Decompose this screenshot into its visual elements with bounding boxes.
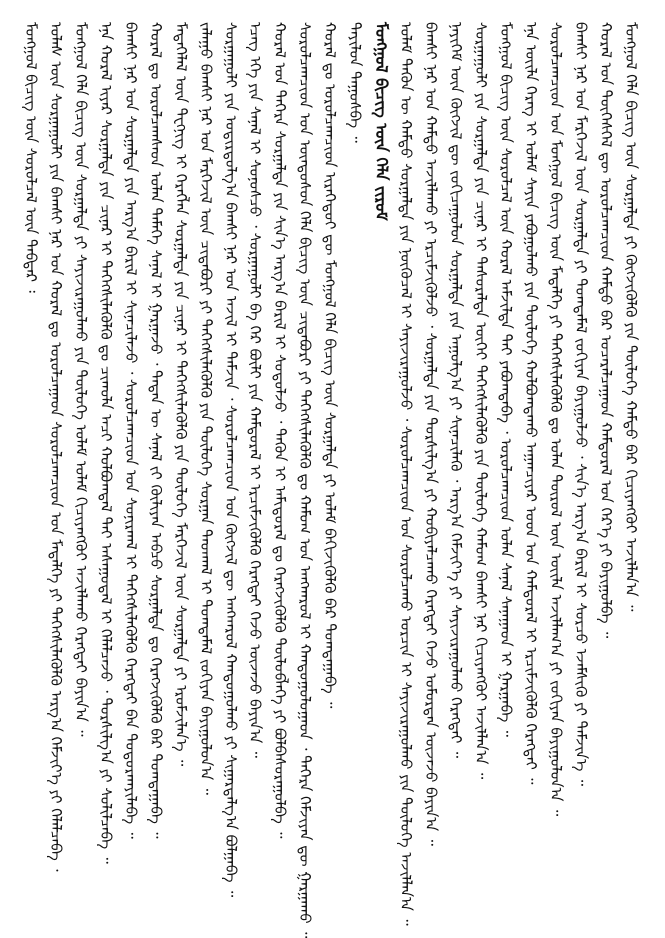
text-column: ᠰᠤᠷᠭᠠᠭᠤᠯᠢ ᠶᠢᠨ ᠤᠳᠢᠷᠳᠤᠯᠭ᠎ᠠ ᠪᠠᠭᠰᠢ ᠨᠠᠷ ᠤᠨ ᠠᠵᠢᠯ ᠢ ᠳᠡᠮᠵᠢᠨ ᠂ ᠰᠤᠷᠤᠯᠴᠠᠭᠴᠢᠳ ᠤᠨ ᠬᠥᠭᠵᠢᠯ ᠳᠦ ᠠᠩᠬᠠᠷᠤᠯ ᠬᠠᠨᠳᠤᠭᠤᠯᠬᠤ ᠶᠢ ᠰᠢᠭᠠᠷᠳᠠᠯᠭ᠎ᠠ ᠪᠣᠯᠭᠠᠪᠠ ᠃ — [222, 22, 240, 898]
text-column: ᠬᠤᠷᠠᠯ ᠤᠨ ᠲᠥᠭᠡᠰᠬᠡᠯ ᠳᠦ ᠣᠷᠤᠯᠴᠠᠭᠴᠢᠳ ᠬᠠᠮᠲᠤ ᠪᠡᠷ ᠤᠴᠠᠷᠠᠯᠴᠠᠭᠠᠳ ᠬᠠᠮᠲᠤᠷᠠᠯ ᠤᠨ ᠭᠡᠷ᠎ᠡ ᠶᠢ ᠪᠠᠶᠢᠭᠤᠯᠪᠠ ᠃ — [597, 22, 615, 639]
text-column: ᠪᠠᠭᠰᠢ ᠨᠠᠷ ᠤᠨ ᠬᠠᠮᠲᠤ ᠠᠵᠢᠯᠯᠠᠬᠤ ᠶᠢ ᠡᠷᠴᠢᠮᠵᠢᠭᠦᠯᠵᠦ ᠂ ᠰᠤᠷᠭᠠᠯᠲᠠ ᠶᠢᠨ ᠲᠤᠷᠰᠢᠯᠭ᠎ᠠ ᠶᠢ ᠬᠤᠪᠢᠶᠠᠯᠴᠠᠬᠤ ᠬᠡᠷᠡᠭᠲᠡᠢ ᠭᠡᠵᠦ ᠤᠮᠤᠷᠳᠠᠨ ᠦᠵᠡᠵᠦ ᠪᠠᠶᠢᠨ᠎ᠠ ᠃ — [422, 22, 440, 846]
text-column: ᠮᠣᠩᠭᠣᠯ ᠪᠢᠴᠢᠭ᠌ ᠦᠨ ᠰᠤᠷᠤᠯᠴᠠᠯ ᠦᠨ ᠳᠡᠪᠲᠡᠷ ᠄ — [22, 22, 40, 293]
text-column: ᠰᠤᠷᠤᠯᠴᠠᠭᠴᠢᠳ ᠤᠨ ᠦᠨᠳᠦᠰᠦᠨ ᠬᠡᠯᠡ ᠪᠢᠴᠢᠭ᠌ ᠦᠨ ᠴᠢᠳᠠᠪᠤᠷᠢ ᠶᠢ ᠳᠡᠭᠡᠭᠰᠢᠯᠡᠭᠦᠯᠬᠦ ᠳᠤ ᠬᠠᠮᠤᠭ ᠤᠨ ᠠᠨᠭᠬᠠᠷᠤᠯ ᠢ ᠬᠠᠨᠳᠤᠭᠤᠯᠤᠭᠠᠳ ᠂ ᠳᠡᠭᠡᠷᠡ ᠬᠡᠮᠵᠢᠶᠡᠨ ᠳᠦ ᠭᠠᠷᠭᠠᠬᠤ ᠃ — [296, 22, 314, 938]
text-column: ᠪᠠᠭᠰᠢ ᠨᠠᠷ ᠤᠨ ᠮᠡᠷᠭᠡᠵᠢᠯ ᠦᠨ ᠰᠤᠷᠭᠠᠯᠲᠠ ᠶᠢ ᠲᠣᠭᠲᠠᠮᠠᠯ ᠵᠣᠬᠢᠶᠠᠨ ᠪᠠᠶᠢᠭᠤᠯᠵᠤ ᠂ ᠰᠢᠨ᠎ᠡ ᠠᠷᠭ᠎ᠠ ᠪᠠᠷᠢᠯ ᠢ ᠰᠤᠷᠴᠤ ᠡᠵᠡᠮᠰᠢᠬᠦ ᠶᠢ ᠳᠡᠮᠵᠢᠨ᠎ᠡ ᠃ — [572, 22, 590, 787]
text-column: ᠮᠣᠩᠭᠣᠯ ᠬᠡᠯᠡ ᠪᠢᠴᠢᠭ᠌ ᠦᠨ ᠰᠤᠷᠭᠠᠯᠲᠠ ᠶᠢ ᠬᠥᠭᠵᠢᠭᠦᠯᠬᠦ ᠶᠢᠨ ᠲᠥᠯᠦᠭᠡ ᠬᠠᠮᠲᠤ ᠪᠡᠷ ᠬᠢᠴᠢᠶᠡᠩᠭᠦᠢ ᠠᠵᠢᠯᠯᠠᠨ᠎ᠠ ᠃ — [622, 22, 640, 612]
text-column: ᠵᠠᠯᠠᠭᠤ ᠪᠠᠭᠰᠢ ᠨᠠᠷ ᠤᠨ ᠮᠡᠷᠭᠡᠵᠢᠯ ᠦᠨ ᠴᠢᠳᠠᠪᠤᠷᠢ ᠶᠢ ᠳᠡᠭᠡᠭᠰᠢᠯᠡᠭᠦᠯᠬᠦ ᠶᠢᠨ ᠲᠥᠯᠦᠭᠡ ᠰᠤᠷᠭᠠᠨ ᠳᠠᠳᠬᠠᠯ ᠢ ᠲᠣᠭᠲᠠᠮᠠᠯ ᠵᠣᠬᠢᠶᠠᠨ ᠪᠠᠶᠢᠭᠤᠯᠤᠨ᠎ᠠ ᠃ — [197, 22, 215, 795]
text-column: ᠬᠤᠷᠠᠯ ᠤᠨ ᠳᠡᠭᠡᠷᠡ ᠰᠤᠷᠭᠠᠯᠲᠠ ᠶᠢᠨ ᠰᠢᠨ᠎ᠡ ᠠᠷᠭ᠎ᠠ ᠪᠠᠷᠢᠯ ᠢ ᠰᠤᠳᠤᠯᠵᠤ ᠂ ᠲᠡᠭᠦᠨ ᠢ ᠠᠮᠢᠳᠤᠷᠠᠯ ᠳᠤ ᠬᠡᠷᠡᠭᠵᠢᠭᠦᠯᠬᠦ ᠲᠥᠯᠦᠪᠯᠡᠭᠡ ᠶᠢ ᠪᠣᠯᠪᠠᠰᠤᠷᠠᠭᠤᠯᠪᠠ ᠃ — [271, 22, 289, 839]
text-column: ᠮᠡᠳᠡᠭᠡᠯᠡᠯ ᠦᠨ ᠲᠧᠬᠨᠢᠭ ᠢ ᠬᠡᠷᠡᠭᠯᠡᠨ ᠰᠤᠷᠭᠠᠯᠲᠠ ᠶᠢᠨ ᠴᠢᠨᠠᠷ ᠢ ᠳᠡᠭᠡᠭᠰᠢᠯᠡᠭᠦᠯᠬᠦ ᠶᠢᠨ ᠲᠥᠯᠦᠭᠡ ᠮᠡᠷᠭᠡᠵᠢᠯ ᠦᠨ ᠰᠤᠷᠭᠠᠯᠲᠠ ᠶᠢ ᠡᠷᠦᠮᠵᠢᠯᠡᠨ᠎ᠡ ᠃ — [172, 22, 190, 767]
text-column: ᠬᠤᠷᠠᠯ ᠳᠤ ᠣᠷᠤᠯᠴᠠᠭᠴᠢᠳ ᠢᠷᠡᠭᠡᠳᠦᠢ ᠳᠦ ᠮᠣᠩᠭᠣᠯ ᠬᠡᠯᠡ ᠪᠢᠴᠢᠭ᠌ ᠦᠨ ᠰᠤᠷᠭᠠᠯᠲᠠ ᠶᠢ ᠤᠯᠠᠮ ᠪᠡᠬᠢᠵᠢᠭᠦᠯᠬᠦ ᠪᠠᠷ ᠲᠣᠭᠲᠠᠭᠠᠪᠠ ᠃ — [321, 22, 339, 709]
text-column: ᠪᠠᠭᠰᠢ ᠨᠠᠷ ᠤᠨ ᠰᠤᠷᠭᠠᠯᠲᠠ ᠶᠢᠨ ᠠᠷᠭ᠎ᠠ ᠪᠠᠷᠢᠯ ᠢ ᠰᠢᠨᠡᠴᠢᠯᠡᠵᠦ ᠂ ᠰᠤᠷᠤᠯᠴᠠᠭᠴᠢᠳ ᠤᠨ ᠰᠣᠨᠢᠷᠬᠠᠯ ᠢ ᠳᠡᠭᠡᠭᠰᠢᠯᠡᠭᠦᠯᠬᠦ ᠬᠡᠷᠡᠭᠲᠡᠢ ᠪᠡᠨ ᠲᠣᠳᠣᠷᠬᠠᠶᠢᠯᠠᠪᠠ ᠃ — [122, 22, 140, 839]
text-column: ᠮᠣᠩᠭᠣᠯ ᠬᠡᠯᠡ ᠪᠢᠴᠢᠭ᠌ ᠦᠨ ᠰᠤᠷᠭᠠᠯᠲᠠ ᠶᠢ ᠰᠠᠶᠢᠵᠢᠷᠠᠭᠤᠯᠬᠤ ᠶᠢᠨ ᠲᠥᠯᠦᠭᠡ ᠤᠯᠠᠮ ᠤᠯᠠᠮ ᠬᠢᠴᠢᠶᠡᠩᠭᠦᠢ ᠠᠵᠢᠯᠯᠠᠬᠤ ᠬᠡᠷᠡᠭᠲᠡᠢ ᠪᠠᠶᠢᠨ᠎ᠠ ᠃ — [72, 22, 90, 737]
text-column: ᠤᠯᠠᠮ ᠲᠡᠭᠦᠨ ᠦ ᠬᠠᠮᠲᠤ ᠰᠤᠷᠭᠠᠯᠲᠠ ᠶᠢᠨ ᠨᠥᠬᠦᠴᠡᠯ ᠢ ᠰᠠᠶᠢᠵᠢᠷᠠᠭᠤᠯᠵᠤ ᠂ ᠰᠤᠷᠤᠯᠴᠠᠭᠴᠢᠳ ᠤᠨ ᠰᠤᠷᠤᠯᠴᠠᠬᠤ ᠣᠷᠴᠢᠨ ᠢ ᠰᠠᠶᠢᠵᠢᠷᠠᠭᠤᠯᠬᠤ ᠶᠢᠨ ᠲᠥᠯᠦᠭᠡ ᠠᠵᠢᠯᠯᠠᠨ᠎ᠠ ᠃ — [397, 22, 415, 926]
text-column: ᠡᠨᠡ ᠦᠢᠯᠡ ᠬᠡᠷᠡᠭ ᠢ ᠤᠯᠠᠮ ᠰᠠᠶᠢᠨ ᠶᠠᠪᠤᠭᠤᠯᠬᠤ ᠶᠢᠨ ᠲᠥᠯᠦᠭᠡ ᠬᠣᠯᠪᠣᠭᠳᠠᠬᠤ ᠠᠭᠠᠨᠴᠢᠶᠠᠷ ᠤᠳ ᠤᠨ ᠬᠠᠮᠲᠤᠷᠠᠯ ᠢ ᠡᠷᠴᠢᠮᠵᠢᠭᠦᠯᠬᠦ ᠬᠡᠷᠡᠭᠲᠡᠢ ᠃ — [522, 22, 540, 785]
text-column: ᠡᠨᠡ ᠬᠤᠷᠠᠯ ᠢᠶᠠᠷ ᠰᠤᠷᠭᠠᠯᠲᠠ ᠶᠢᠨ ᠴᠢᠨᠠᠷ ᠢ ᠳᠡᠭᠡᠭᠰᠢᠯᠡᠭᠦᠯᠬᠦ ᠳᠤ ᠴᠢᠬᠤᠯᠠ ᠠᠴᠢ ᠬᠣᠯᠪᠣᠭᠳᠠᠯ ᠲᠠᠢ ᠠᠰᠠᠭᠤᠳᠠᠯ ᠢ ᠬᠡᠯᠡᠯᠴᠡᠵᠦ ᠂ ᠲᠤᠷᠰᠢᠯᠭ᠎ᠠ ᠶᠢ ᠰᠣᠯᠢᠯᠴᠠᠪᠠ ᠃ — [97, 22, 115, 864]
text-column: ᠬᠤᠷᠠᠯ ᠳᠤ ᠣᠷᠤᠯᠴᠠᠭᠰᠠᠳ ᠣᠯᠠᠨ ᠲᠡᠮᠡᠭᠡ ᠰᠠᠨᠠᠯ ᠢ ᠭᠠᠷᠭᠠᠵᠤ ᠂ ᠲᠡᠳᠡᠨ ᠦ ᠰᠠᠨᠠᠯ ᠵᠢ ᠬᠦᠯᠢᠶᠡᠨ ᠠᠪᠴᠤ ᠰᠤᠷᠭᠠᠯᠲᠠ ᠳᠤ ᠬᠡᠷᠡᠭᠵᠢᠭᠦᠯᠬᠦ ᠪᠠᠷ ᠲᠣᠭᠲᠠᠭᠠᠪᠠ ᠃ — [147, 22, 165, 839]
text-column: ᠤᠯᠠᠰ ᠦᠨ ᠰᠤᠷᠭᠠᠭᠤᠯᠢ ᠶᠢᠨ ᠪᠠᠭᠰᠢ ᠨᠠᠷ ᠤᠨ ᠬᠤᠷᠠᠯ ᠳᠤ ᠣᠷᠤᠯᠴᠠᠭᠠᠳ ᠰᠤᠷᠤᠯᠴᠠᠭᠴᠢᠳ ᠤᠨ ᠮᠡᠳᠡᠯᠭᠡ ᠶᠢ ᠳᠡᠭᠡᠭᠰᠢᠯᠡᠭᠦᠯᠬᠦ ᠠᠷᠭ᠎ᠠ ᠬᠡᠮᠵᠢᠶ᠎ᠡ ᠶᠢ ᠬᠡᠯᠡᠯᠴᠡᠪᠡ ᠂ — [47, 22, 65, 872]
heading-column: ᠮᠣᠩᠭᠣᠯ ᠪᠢᠴᠢᠭ᠌ ᠦᠨ ᠬᠡᠯᠡ ᠵᠢᠷᠤᠮ — [372, 22, 391, 221]
text-column: ᠨᠡᠶᠢᠭᠡᠮ ᠦᠨ ᠬᠥᠭᠵᠢᠯ ᠳᠦ ᠵᠣᠬᠢᠴᠠᠭᠤᠯᠤᠨ ᠰᠤᠷᠭᠠᠯᠲᠠ ᠶᠢᠨ ᠠᠭᠤᠯᠭ᠎ᠠ ᠶᠢ ᠰᠢᠨᠡᠴᠢᠯᠡᠬᠦ ᠂ ᠠᠷᠭ᠎ᠠ ᠬᠡᠮᠵᠢᠶ᠎ᠡ ᠶᠢ ᠰᠠᠶᠢᠵᠢᠷᠠᠭᠤᠯᠬᠤ ᠬᠡᠷᠡᠭᠲᠡᠢ ᠃ — [447, 22, 465, 759]
text-column: ᠰᠤᠷᠭᠠᠭᠤᠯᠢ ᠶᠢᠨ ᠰᠤᠷᠭᠠᠯᠲᠠ ᠶᠢᠨ ᠴᠢᠨᠠᠷ ᠢ ᠲᠠᠰᠤᠷᠠᠯᠲᠠ ᠦᠭᠡᠢ ᠳᠡᠭᠡᠭᠰᠢᠯᠡᠭᠦᠯᠬᠦ ᠶᠢᠨ ᠲᠥᠯᠦᠭᠡ ᠬᠠᠮᠤᠭ ᠪᠠᠭᠰᠢ ᠨᠠᠷ ᠬᠢᠴᠢᠶᠡᠩᠭᠦᠢ ᠠᠵᠢᠯᠯᠠᠨ᠎ᠠ ᠃ — [472, 22, 490, 780]
text-column: ᠡᠴᠡᠭ ᠡᠬᠡ ᠶᠢᠨ ᠰᠠᠨᠠᠯ ᠢ ᠰᠣᠨᠣᠰᠴᠤ ᠂ ᠰᠤᠷᠭᠠᠭᠤᠯᠢ ᠪᠠ ᠭᠡᠷ ᠪᠦᠯᠢ ᠶᠢᠨ ᠬᠠᠮᠲᠤᠷᠠᠯ ᠢ ᠡᠷᠴᠢᠮᠵᠢᠭᠦᠯᠬᠦ ᠬᠡᠷᠡᠭᠲᠡᠢ ᠭᠡᠵᠦ ᠦᠵᠡᠵᠦ ᠪᠠᠶᠢᠨ᠎ᠠ ᠃ — [246, 22, 264, 758]
text-column: ᠲᠠᠶᠢᠯᠤᠨ ᠳᠠᠭᠤᠰᠪᠠ ᠃ — [346, 22, 364, 143]
text-column: ᠰᠤᠷᠤᠯᠴᠠᠭᠴᠢᠳ ᠤᠨ ᠮᠣᠩᠭᠣᠯ ᠪᠢᠴᠢᠭ᠌ ᠦᠨ ᠮᠡᠳᠡᠯᠭᠡ ᠶᠢ ᠳᠡᠭᠡᠭᠰᠢᠯᠡᠭᠦᠯᠬᠦ ᠳᠤ ᠣᠯᠠᠨ ᠲᠥᠷᠦᠯ ᠦᠨ ᠦᠢᠯᠡ ᠠᠵᠢᠯᠯᠠᠭ᠎ᠠ ᠶᠢ ᠵᠣᠬᠢᠶᠠᠨ ᠪᠠᠶᠢᠭᠤᠯᠤᠨ᠎ᠠ ᠃ — [547, 22, 565, 817]
text-column: ᠮᠣᠩᠭᠣᠯ ᠪᠢᠴᠢᠭ᠌ ᠦᠨ ᠰᠤᠷᠤᠯᠴᠠᠯ ᠦᠨ ᠬᠤᠷᠠᠯ ᠠᠮᠵᠢᠯᠲᠠ ᠲᠠᠢ ᠶᠠᠪᠤᠭᠳᠠᠪᠠ ᠂ ᠣᠷᠤᠯᠴᠠᠭᠴᠢᠳ ᠣᠯᠠᠨ ᠰᠠᠨᠠᠯ ᠰᠠᠨᠠᠭᠠᠳ ᠢ ᠭᠠᠷᠭᠠᠪᠠ ᠃ — [497, 22, 515, 737]
